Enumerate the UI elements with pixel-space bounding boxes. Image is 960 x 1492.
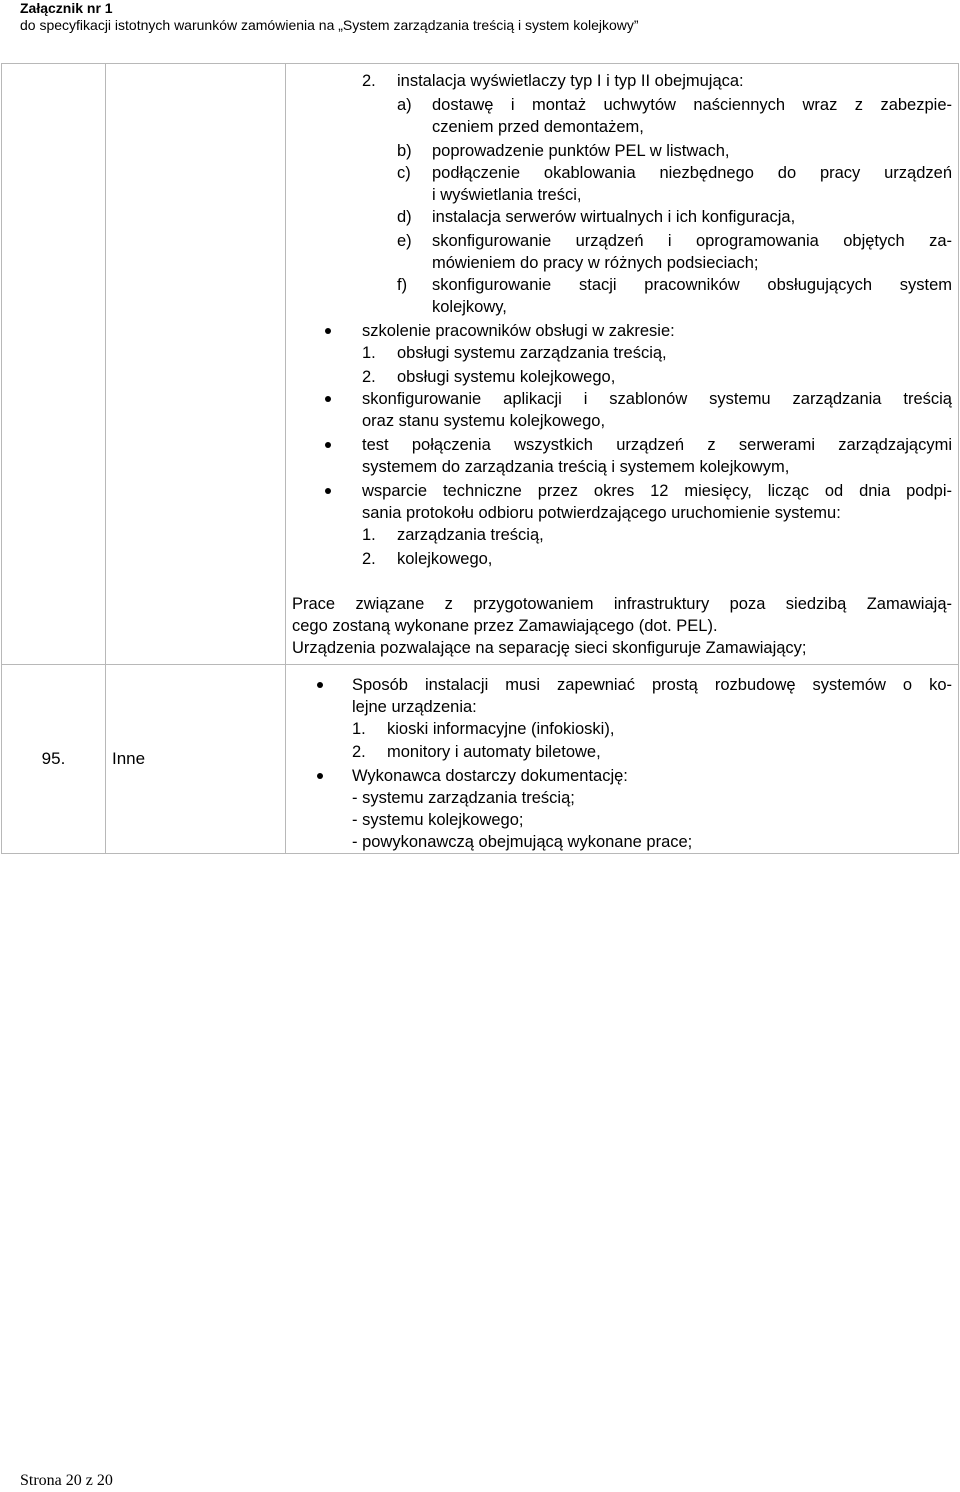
bullet-installation-line2: lejne urządzenia: [352, 698, 477, 716]
item-c-line2: i wyświetlania treści, [432, 186, 582, 204]
training-text-1: obsługi systemu zarządzania treścią, [397, 344, 667, 362]
row-number: 95. [41, 749, 66, 768]
training-num-1: 1. [362, 344, 376, 362]
item-a-line1: dostawę i montaż uchwytów naściennych wraz z zabezpie- [432, 96, 952, 114]
installation-num-1: 1. [352, 720, 366, 738]
bullet-icon [325, 328, 331, 334]
item-b-label: b) [397, 142, 412, 160]
item-c-line1: podłączenie okablowania niezbędnego do pracy urządzeń [432, 164, 952, 182]
bullet-training: szkolenie pracowników obsługi w zakresie: [362, 322, 675, 340]
item-c-label: c) [397, 164, 411, 182]
page-footer: Strona 20 z 20 [20, 1472, 113, 1489]
row-number-cell [2, 665, 106, 854]
installation-text-2: monitory i automaty biletowe, [387, 743, 601, 761]
training-text-2: obsługi systemu kolejkowego, [397, 368, 616, 386]
item-e-label: e) [397, 232, 412, 250]
item-d-label: d) [397, 208, 412, 226]
row-description-cell [286, 64, 959, 665]
item-a-line2: czeniem przed demontażem, [432, 118, 644, 136]
bullet-support-line1: wsparcie techniczne przez okres 12 miesięcy, licząc od dnia podpi- [362, 482, 952, 500]
bullet-icon [325, 488, 331, 494]
support-num-1: 1. [362, 526, 376, 544]
item-e-line2: mówieniem do pracy w różnych podsieciach; [432, 254, 759, 272]
bullet-test-line2: systemem do zarządzania treścią i systemem kolejkowym, [362, 458, 790, 476]
table-row [2, 64, 959, 665]
row-description-cell [286, 665, 959, 854]
bullet-icon [325, 442, 331, 448]
bullet-test-line1: test połączenia wszystkich urządzeń z serwerami zarządzającymi [362, 436, 952, 454]
support-text-1: zarządzania treścią, [397, 526, 544, 544]
bullet-support-line2: sania protokołu odbioru potwierdzającego uruchomienie systemu: [362, 504, 841, 522]
support-num-2: 2. [362, 550, 376, 568]
documentation-item-1: - systemu zarządzania treścią; [352, 789, 575, 807]
section-text: instalacja wyświetlaczy typ I i typ II obejmująca: [397, 72, 744, 90]
bullet-config-line2: oraz stanu systemu kolejkowego, [362, 412, 606, 430]
row-name-cell [106, 64, 286, 665]
support-text-2: kolejkowego, [397, 550, 493, 568]
infrastructure-paragraph-line2: cego zostaną wykonane przez Zamawiającego (dot. PEL). [292, 617, 718, 635]
network-separation-paragraph: Urządzenia pozwalające na separację sieci skonfiguruje Zamawiający; [292, 639, 807, 657]
item-a-label: a) [397, 96, 412, 114]
item-d-text: instalacja serwerów wirtualnych i ich konfiguracja, [432, 208, 796, 226]
bullet-icon [325, 396, 331, 402]
item-f-line1: skonfigurowanie stacji pracowników obsługujących system [432, 276, 952, 294]
bullet-icon [317, 682, 323, 688]
bullet-icon [317, 773, 323, 779]
bullet-config-line1: skonfigurowanie aplikacji i szablonów systemu zarządzania treścią [362, 390, 952, 408]
installation-text-1: kioski informacyjne (infokioski), [387, 720, 615, 738]
attachment-title: Załącznik nr 1 [20, 0, 113, 16]
attachment-subtitle: do specyfikacji istotnych warunków zamówienia na „System zarządzania treścią i system kolejkowy” [20, 17, 639, 33]
item-e-line1: skonfigurowanie urządzeń i oprogramowania objętych za- [432, 232, 952, 250]
training-num-2: 2. [362, 368, 376, 386]
row-number-cell [2, 64, 106, 665]
row-name-cell [106, 665, 286, 854]
installation-num-2: 2. [352, 743, 366, 761]
page-header [20, 0, 639, 34]
table-row [2, 665, 959, 854]
specification-table [1, 63, 959, 854]
item-f-label: f) [397, 276, 408, 294]
section-number: 2. [362, 72, 376, 90]
item-b-text: poprowadzenie punktów PEL w listwach, [432, 142, 730, 160]
documentation-item-3: - powykonawczą obejmującą wykonane prace; [352, 833, 693, 851]
documentation-item-2: - systemu kolejkowego; [352, 811, 524, 829]
item-f-line2: kolejkowy, [432, 298, 507, 316]
bullet-installation-line1: Sposób instalacji musi zapewniać prostą rozbudowę systemów o ko- [352, 676, 952, 694]
row-name: Inne [112, 749, 146, 768]
infrastructure-paragraph-line1: Prace związane z przygotowaniem infrastruktury poza siedzibą Zamawiają- [292, 595, 952, 613]
bullet-documentation: Wykonawca dostarczy dokumentację: [352, 767, 628, 785]
